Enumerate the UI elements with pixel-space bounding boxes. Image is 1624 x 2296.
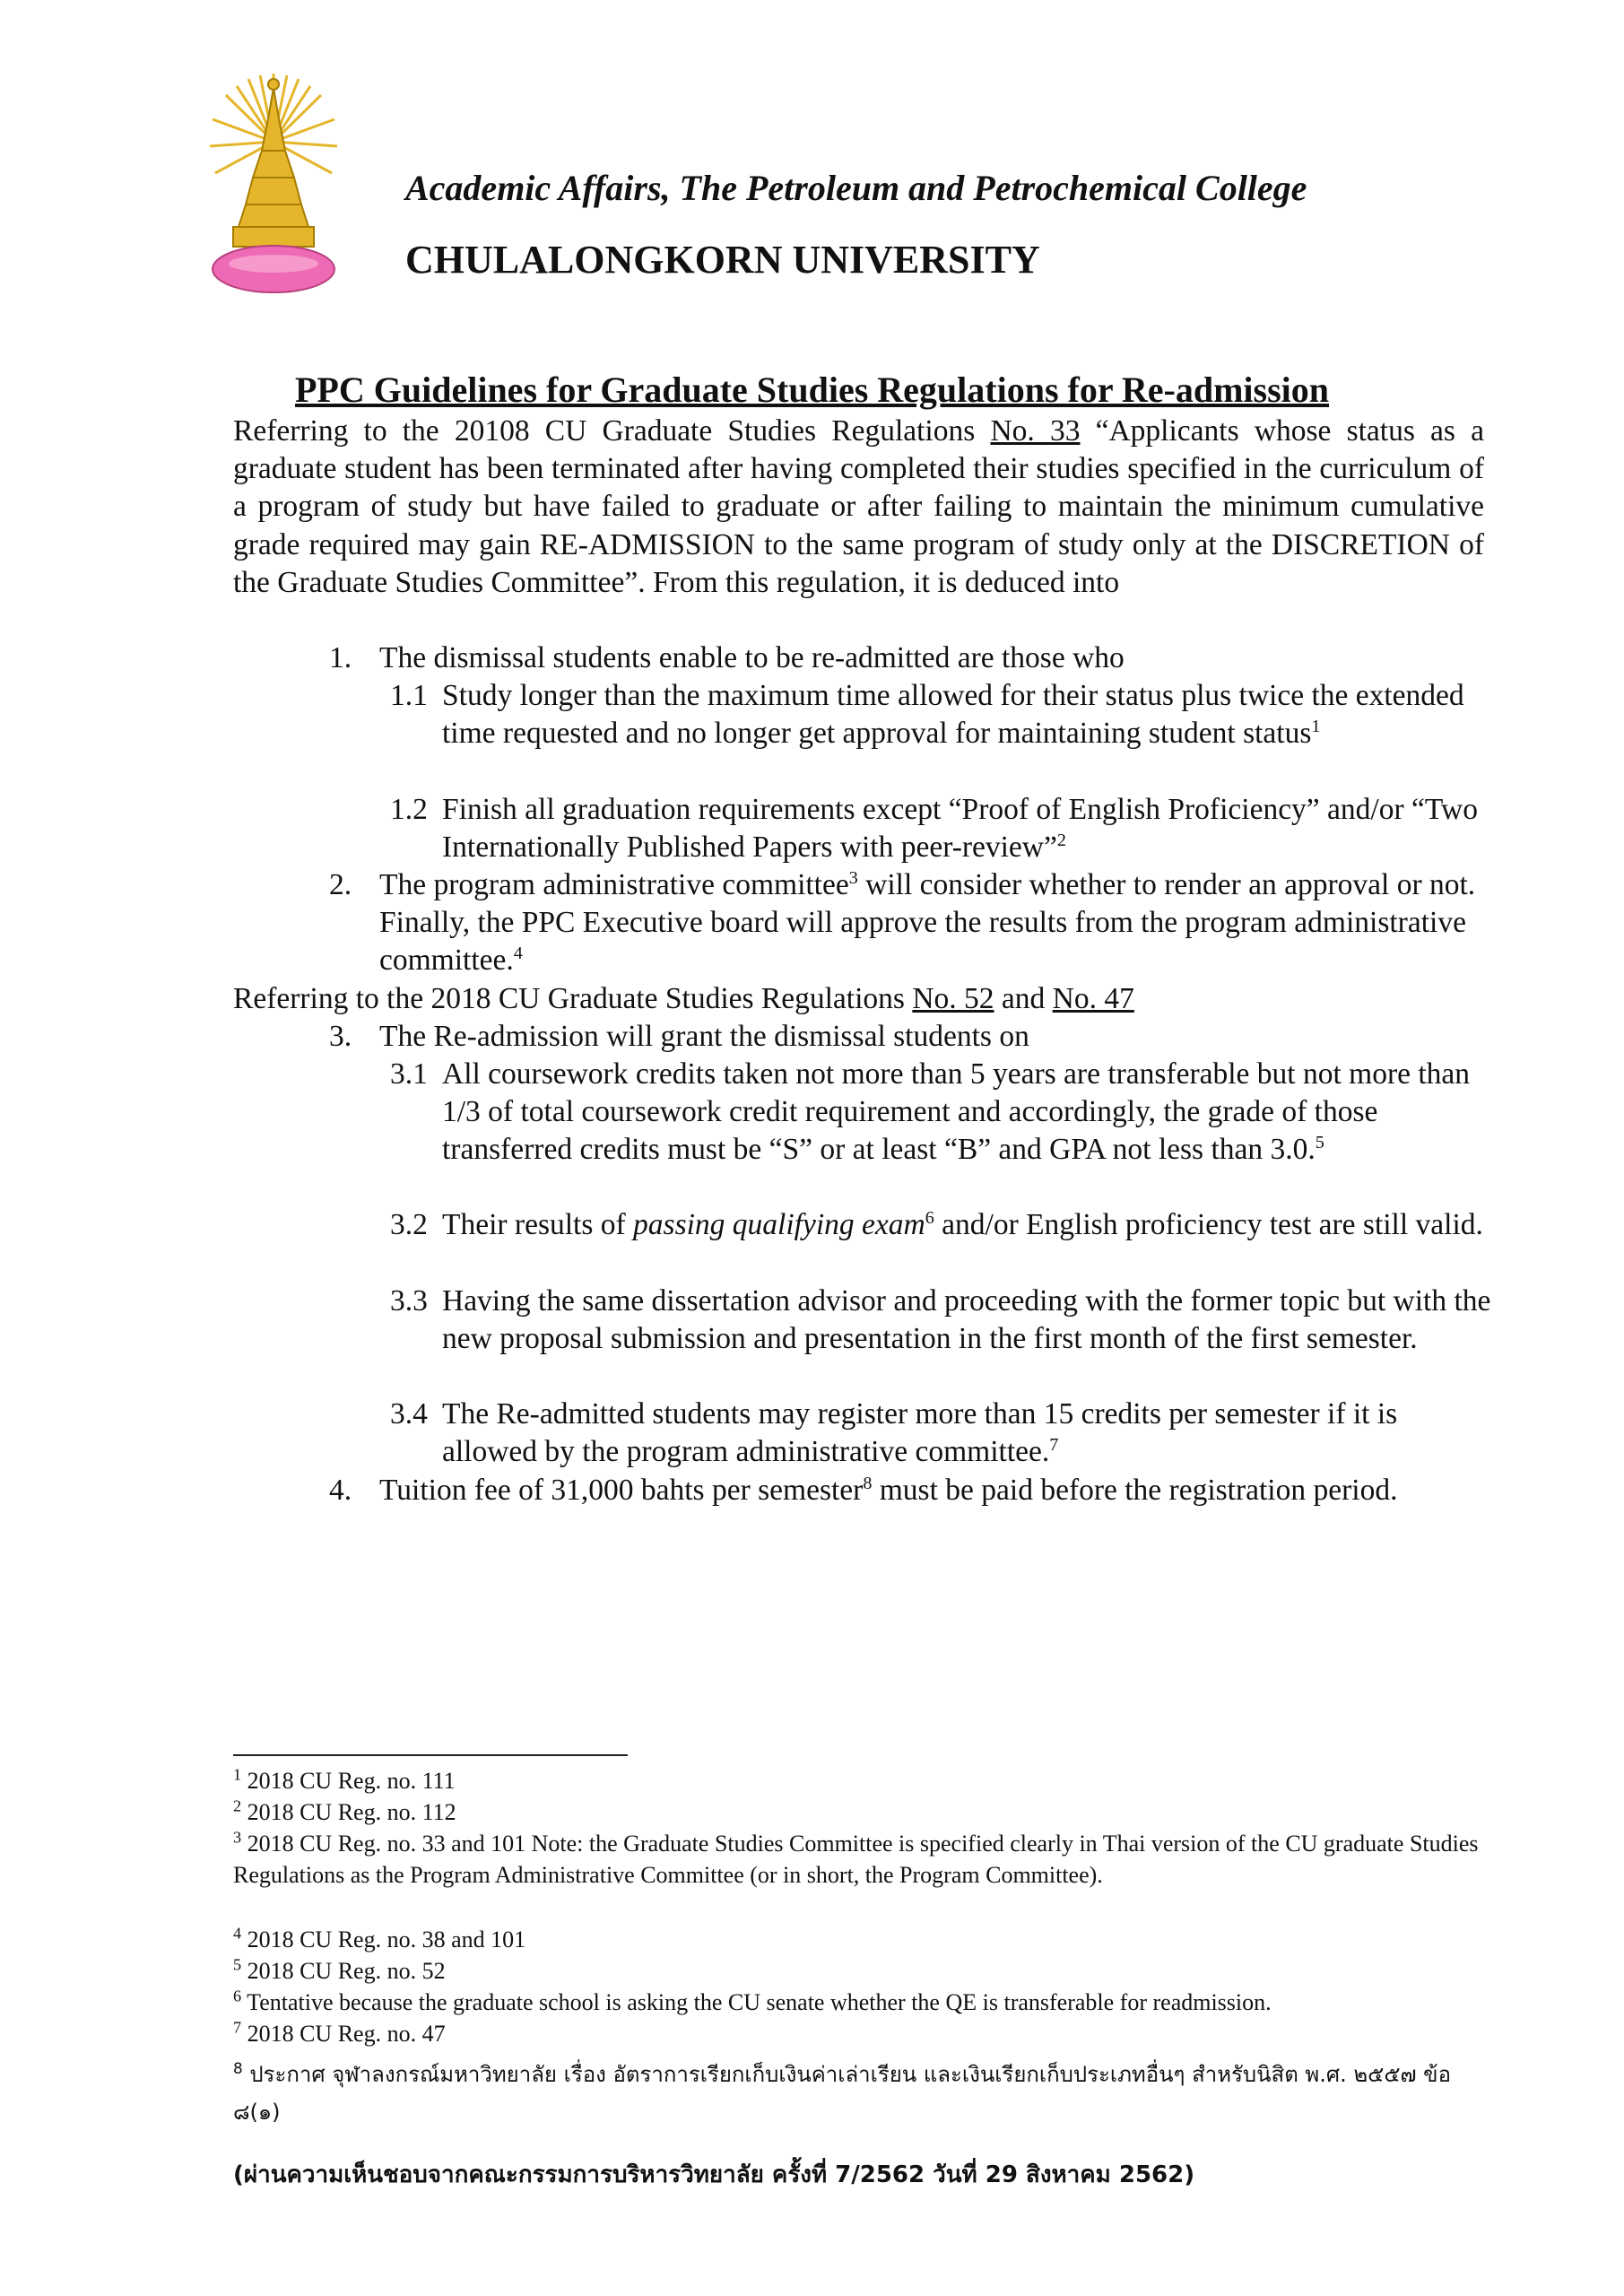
list-item-text: and/or English proficiency test are still valid. xyxy=(934,1208,1483,1241)
list-item-text: Having the same dissertation advisor and proceeding with the former topic but with the new proposal submission and presentation in the first month of the first semester. xyxy=(442,1284,1491,1356)
intro-paragraph xyxy=(233,413,1484,602)
list-number: 1.1 xyxy=(390,679,428,712)
footnote-text: 2018 CU Reg. no. 38 and 101 xyxy=(241,1926,526,1952)
list-item-text: Finish all graduation requirements except “Proof of English Proficiency” and/or “Two Internationally Published Papers with peer-review” xyxy=(442,793,1478,865)
list-item-3 xyxy=(329,1018,1495,1056)
footnote-marker: 5 xyxy=(1315,1133,1324,1153)
footnote-marker: 1 xyxy=(1311,717,1321,737)
list-number: 3. xyxy=(329,1020,352,1053)
footnote-number: 3 xyxy=(233,1828,242,1847)
list-number: 3.1 xyxy=(390,1057,428,1091)
list-number: 3.3 xyxy=(390,1284,428,1318)
footnote-text: Tentative because the graduate school is asking the CU senate whether the QE is transferable for readmission. xyxy=(241,1989,1272,2015)
footnote-number: 4 xyxy=(233,1924,242,1943)
footnote-number: 1 xyxy=(233,1765,242,1784)
list-item-1 xyxy=(329,639,1495,677)
footnote-4 xyxy=(233,1924,1484,1955)
header-university-name: CHULALONGKORN UNIVERSITY xyxy=(405,238,1040,282)
footnote-text: ประกาศ จุฬาลงกรณ์มหาวิทยาลัย เรื่อง อัตราการเรียกเก็บเงินค่าเล่าเรียน และเงินเรียกเก็บประเภทอื่นๆ สำหรับนิสิต พ.ศ. ๒๕๕๗ ข้อ ๘(๑) xyxy=(233,2062,1452,2125)
list-item-text: The Re-admitted students may register more than 15 credits per semester if it is allowed by the program administrative committee. xyxy=(442,1397,1398,1469)
list-item-text: Study longer than the maximum time allowed for their status plus twice the extended time requested and no longer get approval for maintaining student status xyxy=(442,679,1464,751)
list-number: 1. xyxy=(329,641,352,674)
reference-text: Referring to the 2018 CU Graduate Studies Regulations xyxy=(233,982,913,1015)
intro-text-post: “Applicants whose status as a graduate student has been terminated after having completed their studies specified in the curriculum of a program of study but have failed to graduate or after failing to maintain the minimum cumulative grade required may gain RE-ADMISSION to the same program of study only at the DISCRETION of the Graduate Studies Committee”. From this regulation, it is deduced into xyxy=(233,414,1484,599)
footnote-marker: 2 xyxy=(1056,831,1066,851)
footnote-separator xyxy=(233,1754,628,1756)
footnote-number: 2 xyxy=(233,1796,242,1815)
list-item-2 xyxy=(329,866,1495,980)
list-item-text: Tuition fee of 31,000 bahts per semester xyxy=(379,1474,864,1507)
footnote-marker: 4 xyxy=(513,944,523,964)
intro-text-pre: Referring to the 20108 CU Graduate Studies Regulations xyxy=(233,414,991,448)
list-number: 3.4 xyxy=(390,1397,428,1431)
footnote-marker: 8 xyxy=(863,1473,873,1493)
regulation-reference: No. 47 xyxy=(1052,982,1134,1015)
footnote-6 xyxy=(233,1987,1484,2018)
footnote-text: 2018 CU Reg. no. 33 and 101 Note: the Graduate Studies Committee is specified clearly in Thai version of the CU graduate Studies Regulations as the Program Administrative Committee (or in short, the Program Committee). xyxy=(233,1831,1479,1888)
list-item-text: The program administrative committee xyxy=(379,868,849,901)
footnote-marker: 7 xyxy=(1049,1435,1059,1456)
footnote-5 xyxy=(233,1955,1484,1987)
list-number: 1.2 xyxy=(390,793,428,826)
list-item-text: Their results of xyxy=(442,1208,634,1241)
list-item-text: must be paid before the registration period. xyxy=(872,1474,1398,1507)
list-item-1-2 xyxy=(390,791,1493,866)
footnote-2 xyxy=(233,1796,1484,1828)
list-item-3-4 xyxy=(390,1396,1493,1471)
footnote-marker: 6 xyxy=(925,1207,934,1228)
list-number: 3.2 xyxy=(390,1208,428,1241)
footnote-number: 8 xyxy=(233,2059,243,2077)
list-item-3-1 xyxy=(390,1056,1493,1170)
footnote-number: 5 xyxy=(233,1955,242,1974)
list-item-4 xyxy=(329,1472,1495,1509)
list-item-text: The dismissal students enable to be re-admitted are those who xyxy=(379,641,1125,674)
regulation-reference: No. 52 xyxy=(912,982,994,1015)
list-item-italic-text: passing qualifying exam xyxy=(633,1208,925,1241)
footnote-number: 7 xyxy=(233,2018,242,2037)
list-item-text: All coursework credits taken not more than 5 years are transferable but not more than 1/3 of total coursework credit requirement and accordingly, the grade of those transferred credits must be “S” or at least “B” and GPA not less than 3.0. xyxy=(442,1057,1471,1167)
reference-line xyxy=(233,980,1489,1018)
list-item-3-3 xyxy=(390,1283,1493,1358)
header-college-name: Academic Affairs, The Petroleum and Petrochemical College xyxy=(405,168,1307,208)
footnote-1 xyxy=(233,1765,1484,1796)
list-number: 4. xyxy=(329,1474,352,1507)
footnote-marker: 3 xyxy=(848,867,858,888)
footnote-number: 6 xyxy=(233,1987,242,2005)
list-item-1-1 xyxy=(390,677,1493,752)
footnote-text: 2018 CU Reg. no. 47 xyxy=(241,2021,446,2047)
footnote-text: 2018 CU Reg. no. 112 xyxy=(241,1799,456,1825)
list-item-text: The Re-admission will grant the dismissal students on xyxy=(379,1020,1029,1053)
reference-text: and xyxy=(994,982,1053,1015)
document-title: PPC Guidelines for Graduate Studies Regulations for Re-admission xyxy=(294,370,1330,410)
footnote-text: 2018 CU Reg. no. 52 xyxy=(241,1958,446,1984)
regulation-reference: No. 33 xyxy=(990,414,1081,448)
list-item-3-2 xyxy=(390,1206,1493,1244)
approval-note: (ผ่านความเห็นชอบจากคณะกรรมการบริหารวิทยาลัย ครั้งที่ 7/2562 วันที่ 29 สิงหาคม 2562) xyxy=(233,2161,1195,2188)
list-item-text: will consider whether to render an approval or not. Finally, the PPC Executive board will approve the results from the program administrative committee. xyxy=(379,868,1476,978)
footnote-7 xyxy=(233,2018,1484,2049)
footnote-text: 2018 CU Reg. no. 111 xyxy=(241,1768,456,1794)
footnote-3 xyxy=(233,1828,1484,1891)
university-emblem-logo xyxy=(208,70,339,301)
list-number: 2. xyxy=(329,868,352,901)
footnote-8 xyxy=(233,2056,1484,2131)
